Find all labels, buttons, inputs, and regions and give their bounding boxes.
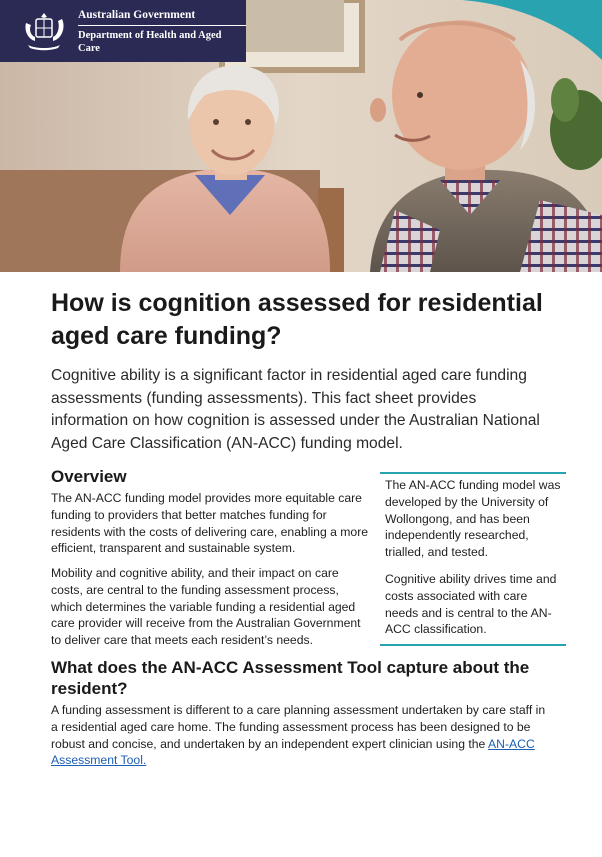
- intro-paragraph: Cognitive ability is a significant factor in residential aged care funding assessments (funding assessments). This fact sheet provides information on how cognition is assessed under the Australian National Aged Care Classification (AN-ACC) funding model.: [51, 367, 540, 452]
- teal-corner-accent: [462, 0, 602, 60]
- tool-section-heading: What does the AN-ACC Assessment Tool capture about the resident?: [51, 658, 530, 698]
- government-wordmark: [78, 8, 246, 55]
- coat-of-arms-icon: [20, 9, 68, 53]
- overview-paragraph-1: The AN-ACC funding model provides more equitable care funding to providers that better matches funding for residents with the costs of delivering care, enabling a more efficient, transparent and sustainable system.: [51, 491, 369, 556]
- gov-name: Australian Government: [77, 8, 196, 21]
- tool-section-paragraph: [51, 702, 551, 769]
- assessment-tool-link[interactable]: AN-ACC Assessment Tool.: [51, 736, 535, 768]
- government-banner: [0, 0, 246, 62]
- department-name: Department of Health and Aged Care: [77, 29, 222, 54]
- callout-paragraph-1: The AN-ACC funding model was developed by the University of Wollongong, and has been independently researched, trialled, and tested.: [385, 478, 561, 560]
- overview-paragraph-2: Mobility and cognitive ability, and their impact on care costs, are central to the funding assessment process, which determines the variable funding a residential aged care provider will receive from the Australian Government to deliver care that meets each resident’s needs.: [51, 566, 361, 648]
- callout-box: [380, 472, 566, 646]
- callout-paragraph-2: Cognitive ability drives time and costs associated with care needs and is central to the AN-ACC classification.: [385, 571, 557, 637]
- overview-heading: Overview: [51, 467, 127, 486]
- divider: [78, 25, 246, 26]
- tool-section-text: A funding assessment is different to a care planning assessment undertaken by care staff in a residential aged care home. The funding assessment process has been designed to be robust and concise, and undertaken by an independent expert clinician using the: [51, 703, 546, 751]
- page-title: How is cognition assessed for residential aged care funding?: [51, 289, 543, 350]
